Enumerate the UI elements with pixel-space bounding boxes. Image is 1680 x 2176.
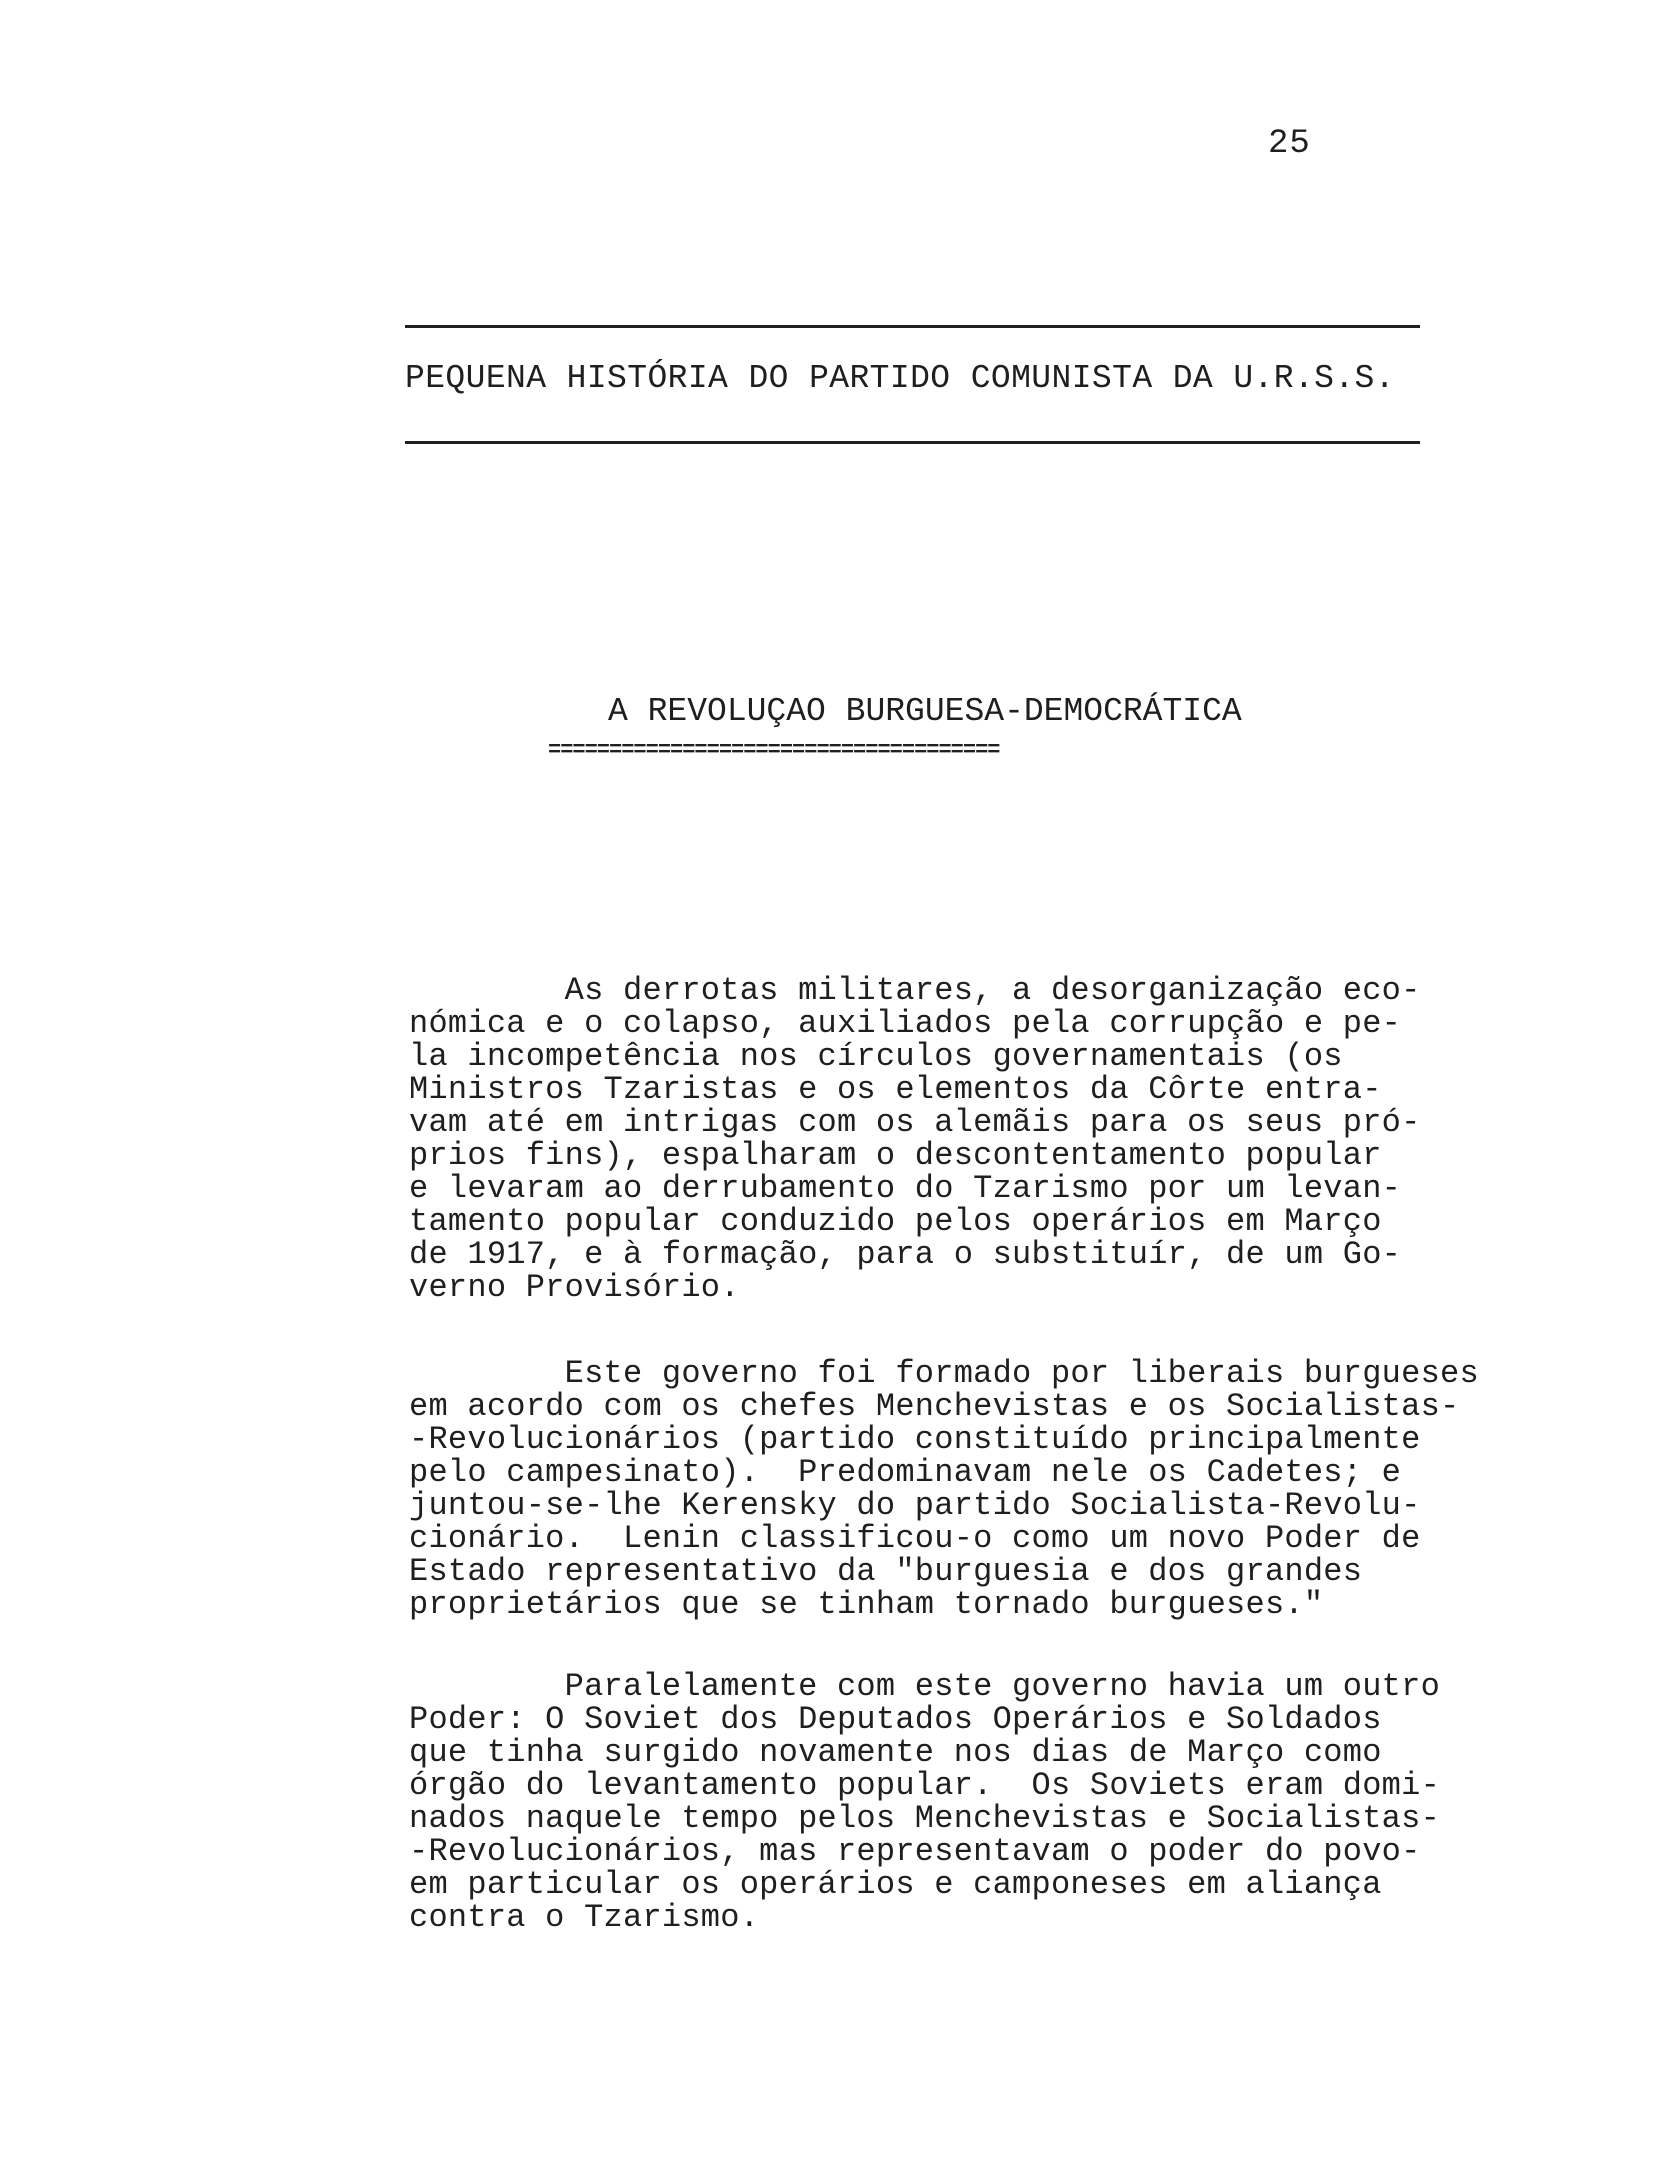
paragraph-1: As derrotas militares, a desorganização eco- nómica e o colapso, auxiliados pela corrupção e pe- la incompetência nos círculos governamentais (os Ministros Tzaristas e os elementos da Côrte entra- vam até em intrigas com os alemãis para os seus pró- prios fins), espalharam o descontentamento popular e levaram ao derrubamento do Tzarismo por um levan- tamento popular conduzido pelos operários em Março de 1917, e à formação, para o substituír, de um Go- verno Provisório. xyxy=(409,972,1421,1306)
running-header: PEQUENA HISTÓRIA DO PARTIDO COMUNISTA DA U.R.S.S. xyxy=(405,360,1395,397)
paragraph-3: Paralelamente com este governo havia um outro Poder: O Soviet dos Deputados Operários e Soldados que tinha surgido novamente nos dias de Março como órgão do levantamento popular. Os Soviets eram domi- nados naquele tempo pelos Menchevistas e Socialistas- -Revolucionários, mas representavam o poder do povo- em particular os operários e camponeses em aliança contra o Tzarismo. xyxy=(409,1668,1441,1936)
paragraph-2: Este governo foi formado por liberais burgueses em acordo com os chefes Menchevistas e os Socialistas- -Revolucionários (partido constituído principalmente pelo campesinato). Predominavam nele os Cadetes; e juntou-se-lhe Kerensky do partido Socialista-Revolu- cionário. Lenin classificou-o como um novo Poder de Estado representativo da "burguesia e dos grandes proprietários que se tinham tornado burgueses." xyxy=(409,1355,1479,1623)
header-rule-top xyxy=(405,325,1420,328)
section-title-underline: ===================================== xyxy=(548,738,1000,763)
page-number: 25 xyxy=(1268,125,1311,163)
section-title: A REVOLUÇAO BURGUESA-DEMOCRÁTICA xyxy=(608,693,1242,730)
header-rule-bottom xyxy=(405,441,1420,444)
